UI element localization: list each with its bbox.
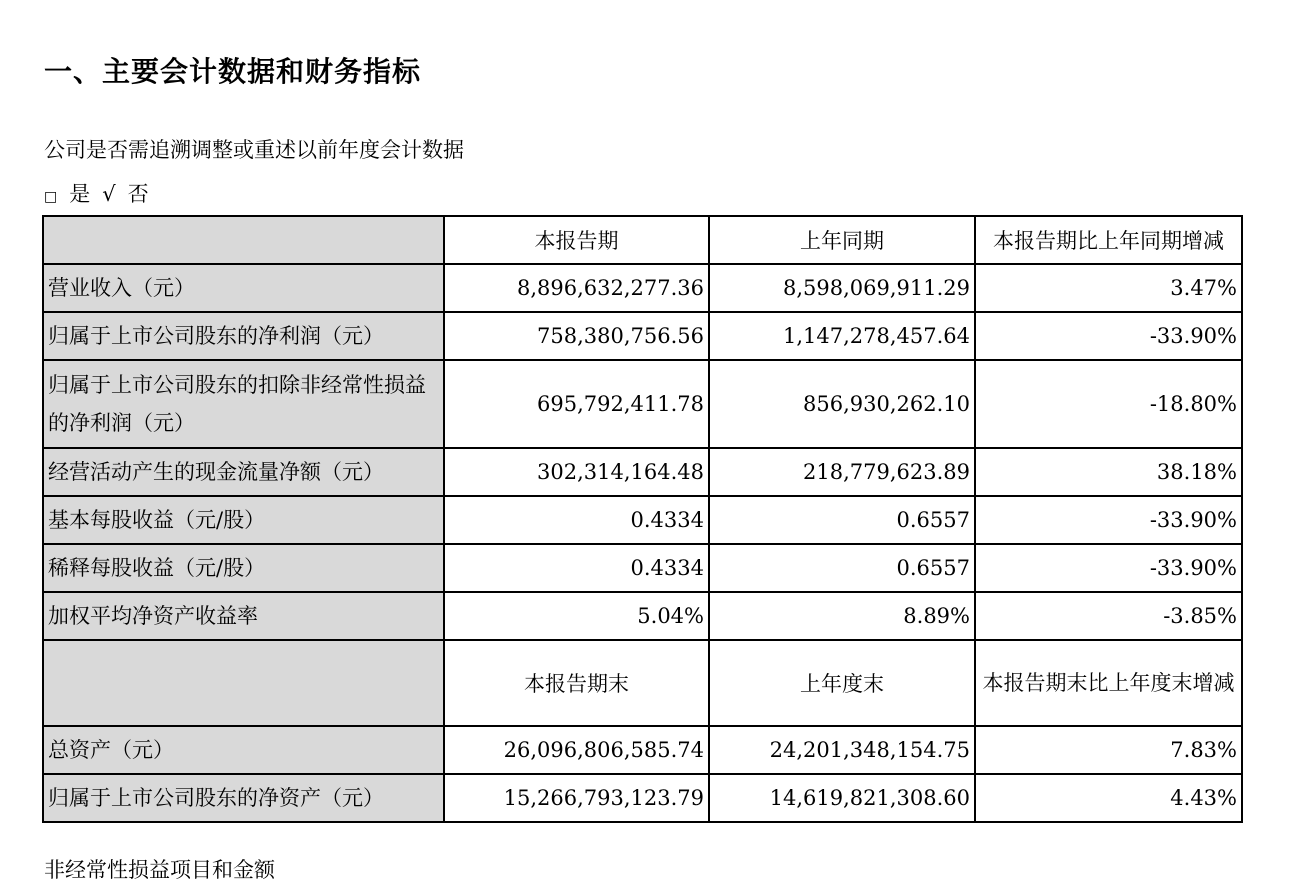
table-row <box>43 726 1242 774</box>
column-header: 本报告期末比上年度末增减 <box>975 640 1242 726</box>
prior-period-value: 14,619,821,308.60 <box>709 774 975 822</box>
prior-period-value: 8.89% <box>709 592 975 640</box>
table-row <box>43 496 1242 544</box>
prior-period-value: 8,598,069,911.29 <box>709 264 975 312</box>
table-row <box>43 264 1242 312</box>
header-blank-cell <box>43 640 444 726</box>
current-period-value: 758,380,756.56 <box>444 312 709 360</box>
restatement-answer <box>44 178 161 208</box>
table-header-row <box>43 640 1242 726</box>
current-period-value: 302,314,164.48 <box>444 448 709 496</box>
table-row <box>43 312 1242 360</box>
table-row <box>43 448 1242 496</box>
checkmark-icon: √ <box>102 182 116 206</box>
current-period-value: 15,266,793,123.79 <box>444 774 709 822</box>
current-period-value: 8,896,632,277.36 <box>444 264 709 312</box>
change-percent: 7.83% <box>975 726 1242 774</box>
current-period-value: 0.4334 <box>444 544 709 592</box>
change-percent: -33.90% <box>975 312 1242 360</box>
column-header: 本报告期比上年同期增减 <box>975 216 1242 264</box>
column-header: 本报告期末 <box>444 640 709 726</box>
table-header-row <box>43 216 1242 264</box>
prior-period-value: 0.6557 <box>709 496 975 544</box>
row-label: 总资产（元） <box>43 726 444 774</box>
table-row <box>43 544 1242 592</box>
change-percent: 38.18% <box>975 448 1242 496</box>
row-label: 加权平均净资产收益率 <box>43 592 444 640</box>
change-percent: -33.90% <box>975 544 1242 592</box>
unchecked-box-icon: □ <box>44 189 58 205</box>
option-no: 否 <box>127 182 149 206</box>
table-row <box>43 360 1242 448</box>
row-label: 基本每股收益（元/股） <box>43 496 444 544</box>
section-title: 一、主要会计数据和财务指标 <box>44 55 422 88</box>
header-blank-cell <box>43 216 444 264</box>
row-label: 经营活动产生的现金流量净额（元） <box>43 448 444 496</box>
change-percent: 3.47% <box>975 264 1242 312</box>
row-label: 稀释每股收益（元/股） <box>43 544 444 592</box>
change-percent: 4.43% <box>975 774 1242 822</box>
footer-partial-text: 非经常性损益项目和金额 <box>44 858 275 882</box>
current-period-value: 0.4334 <box>444 496 709 544</box>
prior-period-value: 24,201,348,154.75 <box>709 726 975 774</box>
prior-period-value: 0.6557 <box>709 544 975 592</box>
column-header: 上年度末 <box>709 640 975 726</box>
column-header: 本报告期 <box>444 216 709 264</box>
current-period-value: 695,792,411.78 <box>444 360 709 448</box>
column-header: 上年同期 <box>709 216 975 264</box>
change-percent: -3.85% <box>975 592 1242 640</box>
change-percent: -33.90% <box>975 496 1242 544</box>
table-row <box>43 774 1242 822</box>
current-period-value: 26,096,806,585.74 <box>444 726 709 774</box>
prior-period-value: 856,930,262.10 <box>709 360 975 448</box>
financial-data-table <box>42 215 1243 823</box>
change-percent: -18.80% <box>975 360 1242 448</box>
row-label: 营业收入（元） <box>43 264 444 312</box>
prior-period-value: 218,779,623.89 <box>709 448 975 496</box>
option-yes: 是 <box>69 182 91 206</box>
row-label: 归属于上市公司股东的扣除非经常性损益的净利润（元） <box>43 360 444 448</box>
table-row <box>43 592 1242 640</box>
row-label: 归属于上市公司股东的净利润（元） <box>43 312 444 360</box>
row-label: 归属于上市公司股东的净资产（元） <box>43 774 444 822</box>
current-period-value: 5.04% <box>444 592 709 640</box>
prior-period-value: 1,147,278,457.64 <box>709 312 975 360</box>
restatement-question: 公司是否需追溯调整或重述以前年度会计数据 <box>44 138 464 162</box>
